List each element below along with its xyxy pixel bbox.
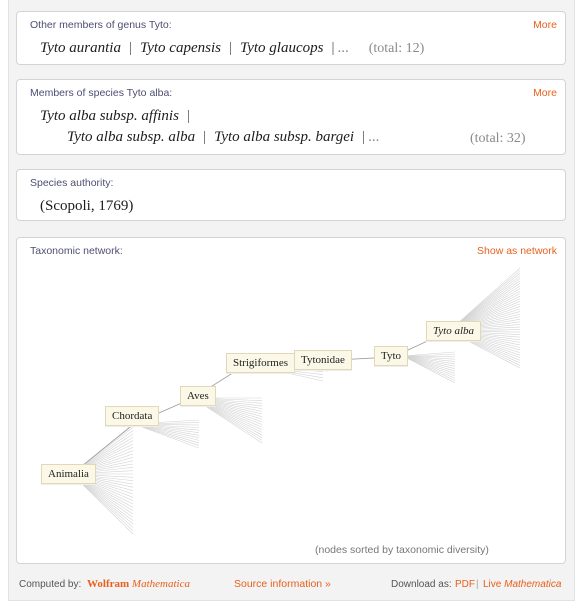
authority-value: (Scopoli, 1769) [40, 198, 134, 214]
node-tyto[interactable]: Tyto [374, 346, 408, 366]
pod-title: Taxonomic network: [30, 245, 123, 257]
network-edge [134, 424, 199, 440]
mathematica-text: Mathematica [131, 578, 190, 590]
pod-title: Other members of genus Tyto: [30, 19, 172, 31]
node-tytonidae[interactable]: Tytonidae [294, 350, 352, 370]
pod-title: Species authority: [30, 177, 114, 189]
species-member-link[interactable]: Tyto alba subsp. bargei [214, 129, 355, 145]
network-note: (nodes sorted by taxonomic diversity) [315, 544, 489, 556]
footer-divider: | [476, 579, 479, 590]
taxonomic-network-pod [16, 237, 566, 564]
genus-member-link[interactable]: Tyto capensis [140, 40, 221, 56]
node-aves[interactable]: Aves [180, 386, 216, 406]
species-member-link[interactable]: Tyto alba subsp. affinis [40, 108, 179, 124]
more-button[interactable]: More [533, 19, 557, 31]
species-authority-pod [16, 169, 566, 221]
wolfram-mathematica-link[interactable] [87, 578, 190, 590]
ellipsis: ... [337, 40, 349, 56]
live-mathematica-text: Mathematica [504, 579, 562, 590]
source-information-link[interactable]: Source information » [234, 578, 331, 590]
total-count: (total: 32) [470, 131, 526, 146]
pdf-download-link[interactable]: PDF [455, 579, 475, 590]
species-member-link[interactable]: Tyto alba subsp. alba [67, 129, 196, 145]
genus-member-link[interactable]: Tyto glaucops [239, 40, 324, 56]
ellipsis: ... [368, 129, 380, 145]
more-button[interactable]: More [533, 87, 557, 99]
network-edge [403, 356, 455, 378]
computed-by-label: Computed by: [19, 579, 82, 590]
species-members-pod: Members of species Tyto alba: More Tyto alba subsp. affinis | Tyto alba subsp. alba | Tyto alba subsp. bargei | ... (total: 32) [16, 79, 566, 155]
show-as-network-button[interactable]: Show as network [477, 245, 557, 257]
node-strigiformes[interactable]: Strigiformes [226, 353, 295, 373]
network-edge [403, 356, 455, 371]
wolfram-text: Wolfram [87, 578, 130, 590]
node-chordata[interactable]: Chordata [105, 406, 159, 426]
node-animalia[interactable]: Animalia [41, 464, 96, 484]
footer [0, 572, 583, 596]
network-edge [403, 356, 455, 369]
live-mathematica-link[interactable] [483, 579, 561, 590]
download-label: Download as: [391, 579, 452, 590]
genus-member-link[interactable]: Tyto aurantia [40, 40, 121, 56]
live-text: Live [483, 579, 502, 590]
taxonomy-network-graph [17, 238, 565, 563]
genus-members-pod: Other members of genus Tyto: More Tyto aurantia | Tyto capensis | Tyto glaucops | ... (total: 12) [16, 11, 566, 65]
total-count: (total: 12) [368, 41, 425, 56]
node-tyto-alba[interactable]: Tyto alba [426, 321, 481, 341]
pod-title: Members of species Tyto alba: [30, 87, 173, 99]
